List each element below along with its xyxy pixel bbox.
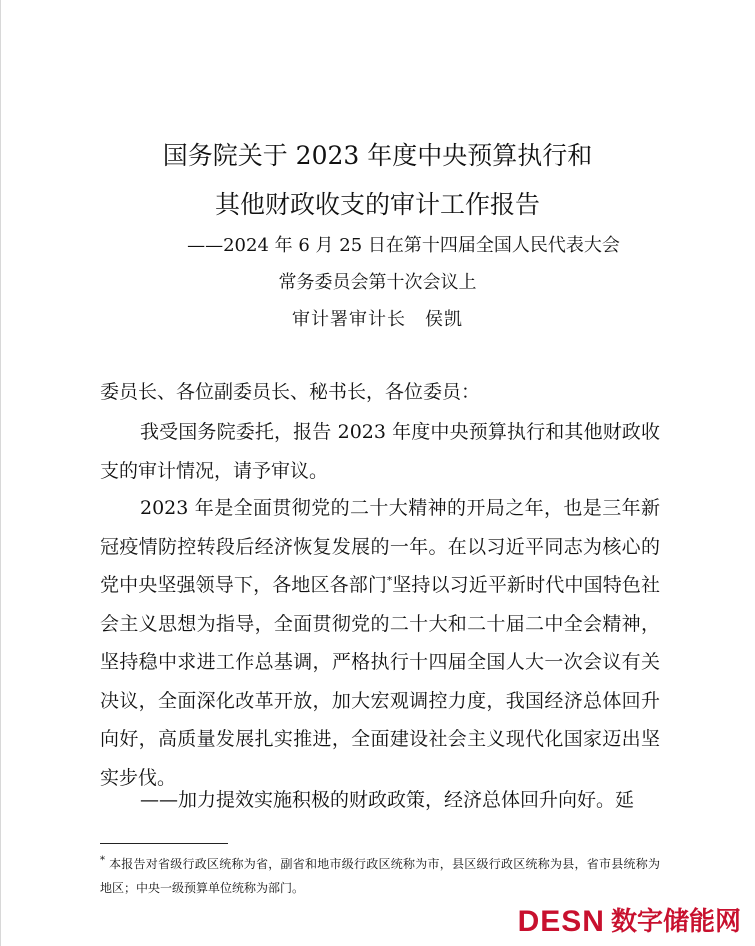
footnote-text: 本报告对省级行政区统称为省，副省和地市级行政区统称为市，县区级行政区统称为县，省市县统称为地区；中央一级预算单位统称为部门。	[100, 857, 660, 895]
salutation: 委员长、各位副委员长、秘书长，各位委员：	[100, 381, 481, 403]
footnote	[100, 852, 660, 900]
paragraph-2-part-1: 2023 年是全面贯彻党的二十大精神的开局之年，也是三年新冠疫情防控转段后经济恢复发展的一年。在以习近平同志为核心的党中央坚强领导下，各地区各部门	[100, 497, 660, 596]
paragraph-2	[100, 489, 660, 797]
watermark-logo: DESN	[517, 905, 605, 938]
footnote-reference[interactable]: *	[387, 575, 393, 587]
report-title-line-1: 国务院关于 2023 年度中央预算执行和	[162, 141, 593, 170]
paragraph-1: 我受国务院委托，报告 2023 年度中央预算执行和其他财政收支的审计情况，请予审议。	[100, 421, 660, 482]
report-title-line-2: 其他财政收支的审计工作报告	[214, 190, 540, 219]
subtitle-author-line: 审计署审计长 侯凯	[292, 309, 463, 330]
paragraph-2-part-2: 坚持以习近平新时代中国特色社会主义思想为指导，全面贯彻党的二十大和二十届二中全会精神，坚持稳中求进工作总基调，严格执行十四届全国人大一次会议有关决议，全面深化改革开放，加大宏观调控力度，我国经济总体回升向好，高质量发展扎实推进，全面建设社会主义现代化国家迈出坚实步伐。	[100, 574, 660, 789]
subtitle-date-line: ——2024 年 6 月 25 日在第十四届全国人民代表大会	[187, 235, 620, 256]
watermark	[518, 906, 741, 938]
subtitle-meeting-line: 常务委员会第十次会议上	[278, 272, 477, 293]
paragraph-3: ——加力提效实施积极的财政政策，经济总体回升向好。延	[140, 789, 635, 811]
watermark-site-name: 数字储能网	[610, 907, 741, 937]
footnote-mark: *	[100, 855, 105, 866]
footnote-divider	[100, 843, 228, 844]
